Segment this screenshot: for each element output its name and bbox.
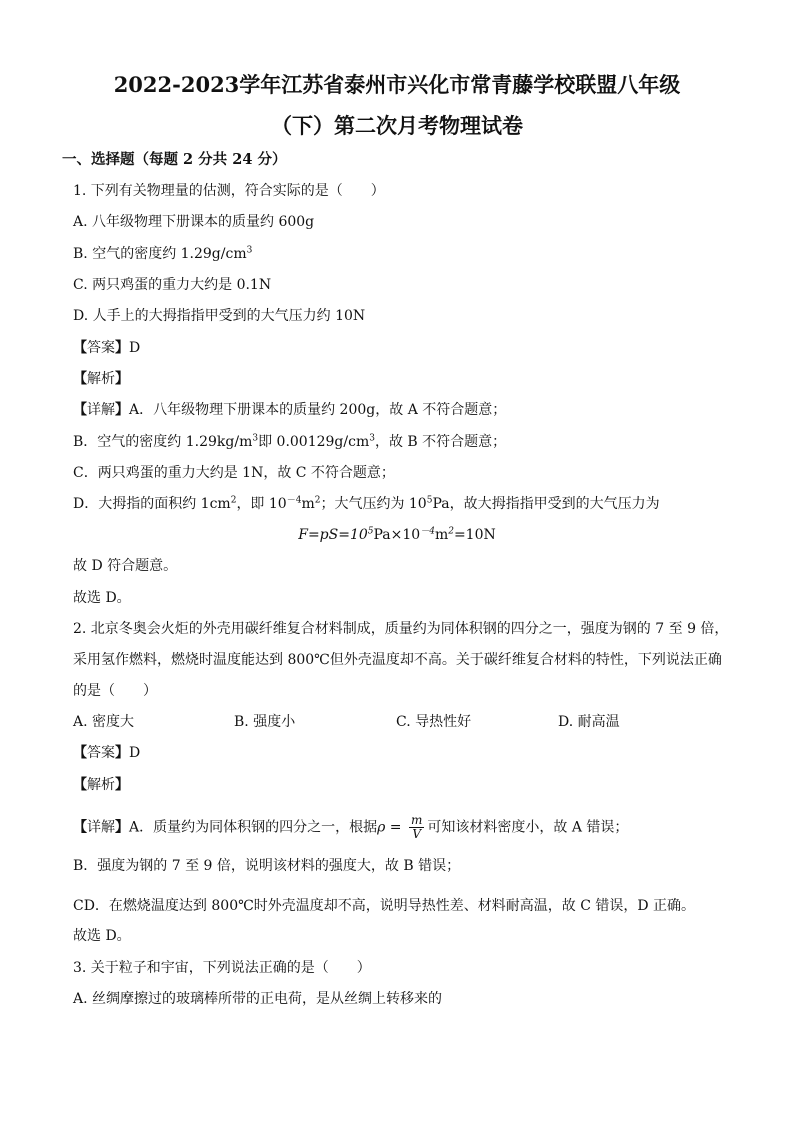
q1-formula: $F=pS=10^5Pa\times 10^{-4}m^2=10N$ <box>298 526 496 543</box>
exam-title-line1: 2022-2023学年江苏省泰州市兴化市常青藤学校联盟八年级 <box>113 72 681 97</box>
q1-answer: 【答案】D <box>73 340 141 356</box>
q3-option-a: A. 丝绸摩擦过的玻璃棒所带的正电荷，是从丝绸上转移来的 <box>73 991 443 1007</box>
q1-option-c: C. 两只鸡蛋的重力大约是 0.1N <box>73 277 272 293</box>
q2-stem-line2: 采用氢作燃料，燃烧时温度能达到 800℃但外壳温度却不高。关于碳纤维复合材料的特性，下列说法正确 <box>73 652 722 668</box>
q1-option-b: B. 空气的密度约 $1.29g/cm^3$ <box>73 245 253 262</box>
q3-stem: 3. 关于粒子和宇宙，下列说法正确的是（ ） <box>73 960 371 976</box>
density-fraction: $\frac{m}{V}$ <box>410 813 423 841</box>
q1-option-a: A. 八年级物理下册课本的质量约 600g <box>73 214 315 230</box>
q2-stem-line3: 的是（ ） <box>73 683 157 699</box>
q1-choice: 故选 D。 <box>73 590 131 606</box>
q2-detail-cd: CD．在燃烧温度达到 800℃时外壳温度却不高，说明导热性差、材料耐高温，故 C 错误，D 正确。 <box>73 898 696 914</box>
q2-option-d: D. 耐高温 <box>558 714 620 730</box>
q2-detail-b: B．强度为钢的 7 至 9 倍，说明该材料的强度大，故 B 错误； <box>73 858 461 874</box>
q1-detail-c: C．两只鸡蛋的重力大约是 1N，故 C 不符合题意； <box>73 465 395 481</box>
q2-option-a: A. 密度大 <box>73 714 135 730</box>
q1-detail-b: B．空气的密度约 $1.29kg/m^3$即 $0.00129g/cm^3$，故 B 不符合题意； <box>73 433 507 450</box>
exam-title-line2: （下）第二次月考物理试卷 <box>271 113 523 138</box>
q1-analysis-label: 【解析】 <box>73 371 129 387</box>
q1-detail-d: D．大拇指的面积约 $1cm^2$，即 $10^{-4}m^2$；大气压约为 $10^5Pa$，故大拇指指甲受到的大气压力为 <box>73 495 660 512</box>
q1-detail-a: 【详解】A．八年级物理下册课本的质量约 200g，故 A 不符合题意； <box>73 402 507 418</box>
q2-choice: 故选 D。 <box>73 928 131 944</box>
q2-answer: 【答案】D <box>73 745 141 761</box>
q2-analysis-label: 【解析】 <box>73 777 129 793</box>
q1-conclusion: 故 D 符合题意。 <box>73 558 178 574</box>
q2-detail-a: 【详解】A．质量约为同体积钢的四分之一，根据ρ = $\frac{m}{V}$ 可知该材料密度小，故 A 错误； <box>73 813 629 841</box>
q1-option-d: D. 人手上的大拇指指甲受到的大气压力约 10N <box>73 308 366 324</box>
q2-option-b: B. 强度小 <box>234 714 296 730</box>
q2-option-c: C. 导热性好 <box>396 714 472 730</box>
q2-stem-line1: 2. 北京冬奥会火炬的外壳用碳纤维复合材料制成，质量约为同体积钢的四分之一，强度为钢的 7 至 9 倍， <box>73 621 729 637</box>
q1-stem: 1. 下列有关物理量的估测，符合实际的是（ ） <box>73 183 385 199</box>
rho-symbol: ρ <box>377 819 386 836</box>
section-heading-choice: 一、选择题（每题 2 分共 24 分） <box>62 151 287 168</box>
